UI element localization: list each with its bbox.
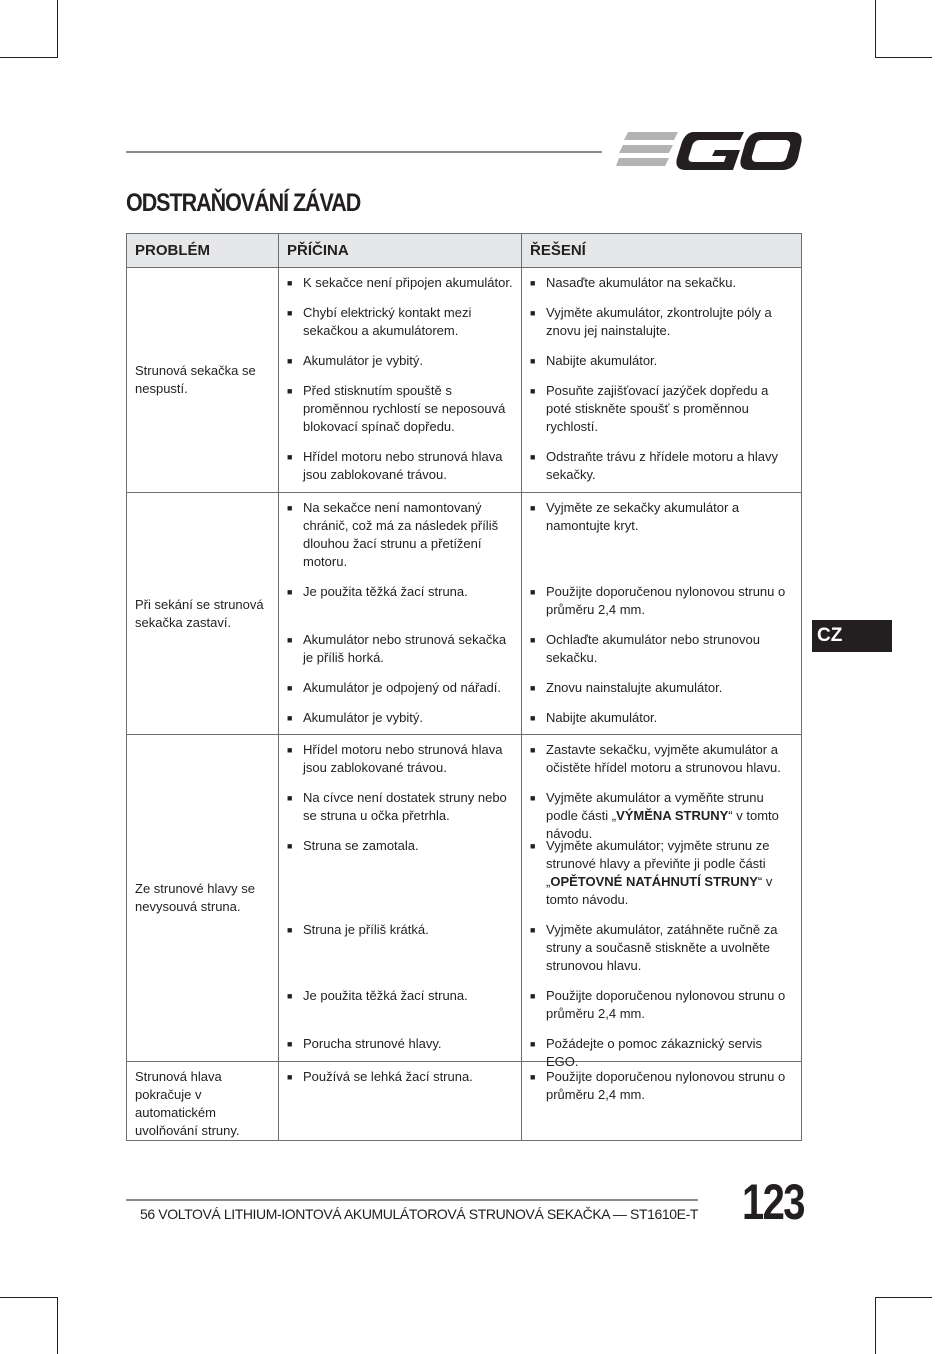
bullet-icon: ■ — [530, 386, 536, 396]
bullet-icon: ■ — [287, 278, 293, 288]
list-item: ■ Před stisknutím spouště s proměnnou rychlostí se neposouvá blokovací spínač dopředu. — [287, 383, 506, 434]
list-item: ■ Použijte doporučenou nylonovou strunu o průměru 2,4 mm. — [530, 584, 786, 617]
table-row — [127, 268, 802, 493]
list-item: ■ Akumulátor je vybitý. — [287, 353, 423, 368]
ego-logo — [616, 126, 802, 174]
column-header-problem: PROBLÉM — [127, 234, 279, 268]
table-row — [127, 493, 802, 735]
bullet-icon: ■ — [530, 308, 536, 318]
list-item: ■ K sekačce není připojen akumulátor. — [287, 275, 513, 290]
column-header-cause: PŘÍČINA — [279, 234, 522, 268]
bullet-icon: ■ — [530, 745, 536, 755]
bullet-icon: ■ — [287, 386, 293, 396]
crop-mark — [876, 57, 932, 58]
list-item: ■ Použijte doporučenou nylonovou strunu o průměru 2,4 mm. — [530, 988, 786, 1021]
bullet-icon: ■ — [530, 683, 536, 693]
solution-cell — [522, 735, 802, 1069]
solution-cell — [522, 268, 802, 493]
solution-cell — [522, 1062, 802, 1141]
problem-cell: Strunová hlava pokračuje v automatickém uvolňování struny. — [127, 1062, 279, 1141]
bullet-icon: ■ — [287, 683, 293, 693]
bullet-icon: ■ — [530, 793, 536, 803]
list-item: ■ Vyjměte akumulátor, zkontrolujte póly a znovu jej nainstalujte. — [530, 305, 772, 338]
bullet-icon: ■ — [530, 452, 536, 462]
list-item: ■ Nabijte akumulátor. — [530, 710, 658, 725]
list-item: ■ Akumulátor je vybitý. — [287, 710, 423, 725]
list-item: ■ Porucha strunové hlavy. — [287, 1036, 442, 1051]
bullet-icon: ■ — [530, 503, 536, 513]
list-item: ■ Na cívce není dostatek struny nebo se struna u očka přetrhla. — [287, 790, 507, 823]
problem-cell: Ze strunové hlavy se nevysouvá struna. — [127, 735, 279, 1062]
bullet-icon: ■ — [287, 1072, 293, 1082]
bullet-icon: ■ — [287, 308, 293, 318]
bullet-icon: ■ — [530, 925, 536, 935]
list-item: ■ Struna se zamotala. — [287, 837, 513, 909]
footer-text: 56 VOLTOVÁ LITHIUM-IONTOVÁ AKUMULÁTOROVÁ STRUNOVÁ SEKAČKA — ST1610E-T — [140, 1206, 698, 1222]
bullet-icon: ■ — [530, 713, 536, 723]
table-row — [127, 1062, 802, 1141]
list-item: ■ Použijte doporučenou nylonovou strunu o průměru 2,4 mm. — [530, 1069, 786, 1102]
list-item: ■ Chybí elektrický kontakt mezi sekačkou a akumulátorem. — [287, 305, 472, 338]
bullet-icon: ■ — [287, 587, 293, 597]
problem-cell: Strunová sekačka se nespustí. — [127, 268, 279, 493]
table-row — [127, 735, 802, 1062]
list-item: ■ Vyjměte akumulátor, zatáhněte ručně za struny a současně stiskněte a uvolněte strunovou hlavu. — [530, 922, 778, 973]
footer-rule — [126, 1199, 698, 1201]
list-item: ■ Znovu nainstalujte akumulátor. — [530, 680, 723, 695]
section-reference: OPĚTOVNÉ NATÁHNUTÍ STRUNY — [550, 874, 758, 889]
bullet-icon: ■ — [287, 991, 293, 1001]
language-tab: CZ — [812, 620, 892, 652]
list-item: ■ Nabijte akumulátor. — [530, 353, 658, 368]
troubleshooting-table — [126, 233, 802, 1141]
list-item — [530, 789, 793, 841]
crop-mark — [0, 1297, 58, 1298]
bullet-icon: ■ — [287, 713, 293, 723]
bullet-icon: ■ — [287, 503, 293, 513]
problem-cell: Při sekání se strunová sekačka zastaví. — [127, 493, 279, 735]
list-item: ■ Odstraňte trávu z hřídele motoru a hlavy sekačky. — [530, 449, 778, 482]
table-header-row — [127, 234, 802, 268]
bullet-icon: ■ — [287, 635, 293, 645]
cause-cell — [279, 1062, 522, 1141]
page-number: 123 — [742, 1174, 804, 1230]
list-item: ■ Na sekačce není namontovaný chránič, což má za následek příliš dlouhou žací strunu a přetížení motoru. — [287, 500, 499, 569]
cause-cell — [279, 493, 522, 735]
list-item: ■ Hřídel motoru nebo strunová hlava jsou zablokované trávou. — [287, 449, 503, 482]
bullet-icon: ■ — [287, 356, 293, 366]
list-item: ■ Struna je příliš krátká. — [287, 921, 513, 975]
bullet-icon: ■ — [287, 925, 293, 935]
list-item: ■ Požádejte o pomoc zákaznický servis EGO. — [530, 1036, 763, 1069]
crop-mark — [57, 0, 58, 58]
list-item: ■ Posuňte zajišťovací jazýček dopředu a poté stiskněte spoušť s proměnnou rychlostí. — [530, 383, 769, 434]
list-item: ■ Vyjměte ze sekačky akumulátor a namontujte kryt. — [530, 499, 793, 571]
header-rule — [126, 151, 602, 153]
bullet-icon: ■ — [287, 793, 293, 803]
bullet-icon: ■ — [530, 1072, 536, 1082]
list-item: ■ Používá se lehká žací struna. — [287, 1069, 473, 1084]
crop-mark — [0, 57, 58, 58]
bullet-icon: ■ — [530, 635, 536, 645]
bullet-icon: ■ — [530, 356, 536, 366]
bullet-icon: ■ — [530, 278, 536, 288]
list-item: ■ Akumulátor je odpojený od nářadí. — [287, 680, 502, 695]
column-header-solution: ŘEŠENÍ — [522, 234, 802, 268]
section-reference: VÝMĚNA STRUNY — [616, 808, 729, 823]
solution-cell — [522, 493, 802, 735]
cause-cell — [279, 735, 522, 1062]
solution-text: Vyjměte akumulátor; vyjměte strunu ze strunové hlavy a převiňte ji podle části „OPĚTOVNÉ NATÁHNUTÍ STRUNY“ v tomto návodu. — [546, 838, 773, 907]
solution-text: Vyjměte akumulátor a vyměňte strunu podle části „VÝMĚNA STRUNY“ v tomto návodu. — [546, 790, 779, 841]
bullet-icon: ■ — [530, 587, 536, 597]
crop-mark — [876, 1297, 932, 1298]
bullet-icon: ■ — [287, 745, 293, 755]
bullet-icon: ■ — [287, 841, 293, 851]
list-item: ■ Hřídel motoru nebo strunová hlava jsou zablokované trávou. — [287, 742, 503, 775]
bullet-icon: ■ — [530, 1039, 536, 1049]
list-item: ■ Akumulátor nebo strunová sekačka je příliš horká. — [287, 632, 507, 665]
crop-mark — [57, 1297, 58, 1354]
crop-mark — [875, 1297, 876, 1354]
bullet-icon: ■ — [530, 991, 536, 1001]
list-item: ■ Zastavte sekačku, vyjměte akumulátor a očistěte hřídel motoru a strunovou hlavu. — [530, 742, 781, 775]
list-item: ■ Je použita těžká žací struna. — [287, 987, 513, 1023]
list-item: ■ Ochlaďte akumulátor nebo strunovou sekačku. — [530, 632, 760, 665]
bullet-icon: ■ — [287, 452, 293, 462]
list-item: ■ Je použita těžká žací struna. — [287, 583, 513, 619]
cause-cell — [279, 268, 522, 493]
crop-mark — [875, 0, 876, 58]
list-item: ■ Nasaďte akumulátor na sekačku. — [530, 275, 737, 290]
bullet-icon: ■ — [287, 1039, 293, 1049]
list-item — [530, 837, 793, 909]
bullet-icon: ■ — [530, 841, 536, 851]
page-title: ODSTRAŇOVÁNÍ ZÁVAD — [126, 189, 361, 217]
